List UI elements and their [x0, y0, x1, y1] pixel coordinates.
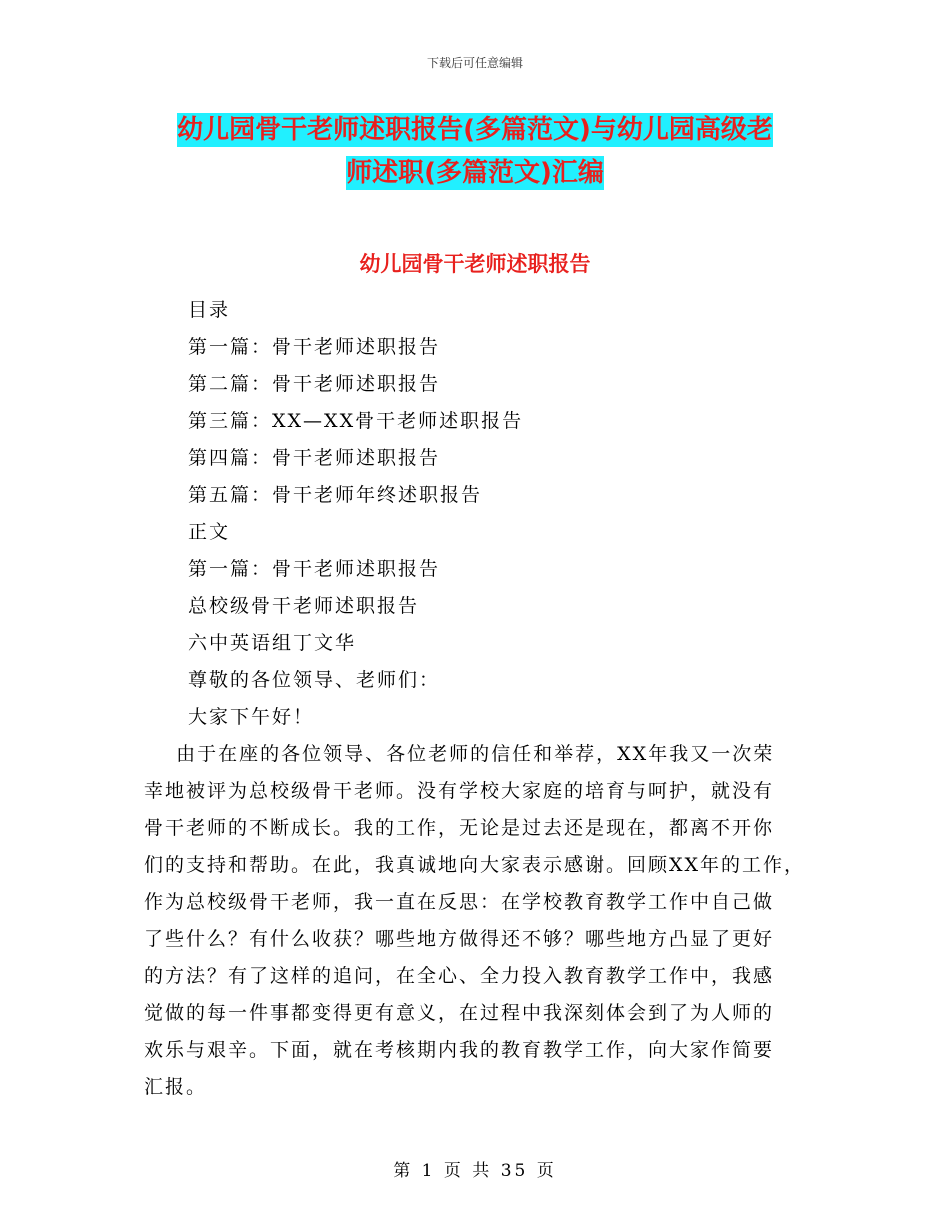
toc-item-4: 第四篇：骨干老师述职报告: [188, 447, 441, 469]
paragraph-line: 骨干老师的不断成长。我的工作，无论是过去还是现在，都离不开你: [144, 817, 775, 839]
author-line: 六中英语组丁文华: [188, 632, 357, 654]
paragraph-line: 作为总校级骨干老师，我一直在反思：在学校教育教学工作中自己做: [144, 891, 775, 913]
chapter-title: 第一篇：骨干老师述职报告: [188, 558, 441, 580]
toc-item-5: 第五篇：骨干老师年终述职报告: [188, 484, 483, 506]
title-line-2-text: 师述职(多篇范文)汇编: [346, 158, 604, 188]
report-title: 总校级骨干老师述职报告: [188, 595, 420, 617]
section-subtitle: 幼儿园骨干老师述职报告: [359, 252, 591, 276]
toc-item-2: 第二篇：骨干老师述职报告: [188, 373, 441, 395]
page-number-footer: 第 1 页 共 35 页: [393, 1161, 557, 1181]
document-title-line-1: [0, 113, 950, 147]
toc-item-3: 第三篇：XX—XX骨干老师述职报告: [188, 410, 524, 432]
paragraph-line: 汇报。: [144, 1076, 208, 1098]
paragraph-line: 觉做的每一件事都变得更有意义，在过程中我深刻体会到了为人师的: [144, 1002, 775, 1024]
paragraph-line: 幸地被评为总校级骨干老师。没有学校大家庭的培育与呵护，就没有: [144, 780, 775, 802]
header-note: 下载后可任意编辑: [426, 56, 523, 70]
paragraph-line: 欢乐与艰辛。下面，就在考核期内我的教育教学工作，向大家作简要: [144, 1039, 775, 1061]
paragraph-line: 由于在座的各位领导、各位老师的信任和举荐，XX年我又一次荣: [144, 743, 775, 765]
document-title-line-2: [0, 156, 950, 190]
salutation: 尊敬的各位领导、老师们：: [188, 669, 441, 691]
body-paragraph: [144, 742, 824, 1112]
greeting: 大家下午好！: [188, 706, 315, 728]
body-heading: 正文: [188, 521, 231, 543]
paragraph-line: 们的支持和帮助。在此，我真诚地向大家表示感谢。回顾XX年的工作，: [144, 854, 806, 876]
title-line-1-text: 幼儿园骨干老师述职报告(多篇范文)与幼儿园高级老: [177, 115, 773, 145]
toc-item-1: 第一篇：骨干老师述职报告: [188, 336, 441, 358]
paragraph-line: 了些什么？有什么收获？哪些地方做得还不够？哪些地方凸显了更好: [144, 928, 775, 950]
paragraph-line: 的方法？有了这样的追问，在全心、全力投入教育教学工作中，我感: [144, 965, 775, 987]
toc-heading: 目录: [188, 299, 231, 321]
